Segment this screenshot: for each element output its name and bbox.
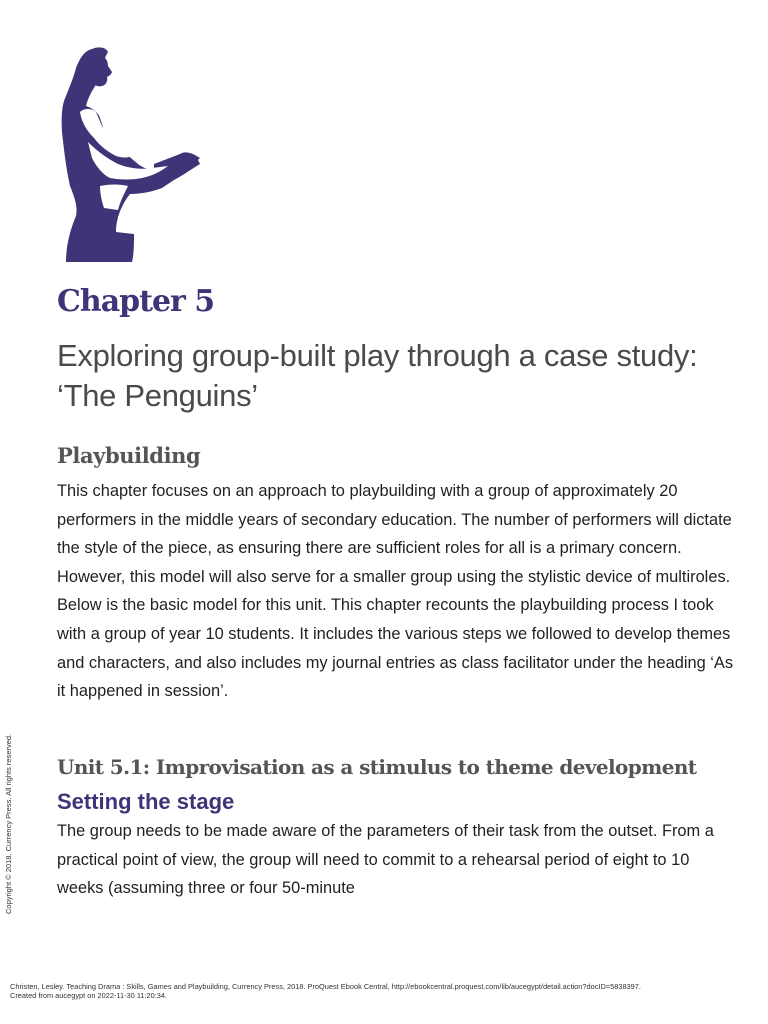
citation-footer xyxy=(10,982,760,1000)
chapter-title: Exploring group-built play through a case study: ‘The Penguins’ xyxy=(57,338,698,413)
chapter-number: Chapter 5 xyxy=(57,284,215,319)
subheading-setting-the-stage: Setting the stage xyxy=(57,789,235,814)
unit-heading: Unit 5.1: Improvisation as a stimulus to theme development xyxy=(57,755,697,779)
copyright-text: Copyright © 2018. Currency Press. All rights reserved. xyxy=(4,733,13,914)
citation-line: Christen, Lesley. Teaching Drama : Skills, Games and Playbuilding, Currency Press, 2018. ProQuest Ebook Central, http://ebookcentral.proquest.com/lib/aucegypt/detail.action?docID=5838397. xyxy=(10,982,641,991)
reading-woman-silhouette-icon xyxy=(58,46,206,264)
copyright-notice xyxy=(3,733,15,914)
setting-the-stage-paragraph: The group needs to be made aware of the parameters of their task from the outset. From a practical point of view, the group will need to commit to a rehearsal period of eight to 10 weeks (assuming three or four 50-minute xyxy=(57,822,714,898)
section-heading-playbuilding: Playbuilding xyxy=(57,443,201,468)
created-line: Created from aucegypt on 2022-11-30 11:20:34. xyxy=(10,991,168,1000)
playbuilding-paragraph: This chapter focuses on an approach to playbuilding with a group of approximately 20 performers in the middle years of secondary education. The number of performers will dictate the style of the piece, as ensuring there are sufficient roles for all is a primary concern. However, this model will also serve for a smaller group using the stylistic device of multiroles. Below is the basic model for this unit. This chapter recounts the playbuilding process I took with a group of year 10 students. It includes the various steps we followed to develop themes and characters, and also includes my journal entries as class facilitator under the heading ‘As it happened in session’. xyxy=(57,482,734,701)
